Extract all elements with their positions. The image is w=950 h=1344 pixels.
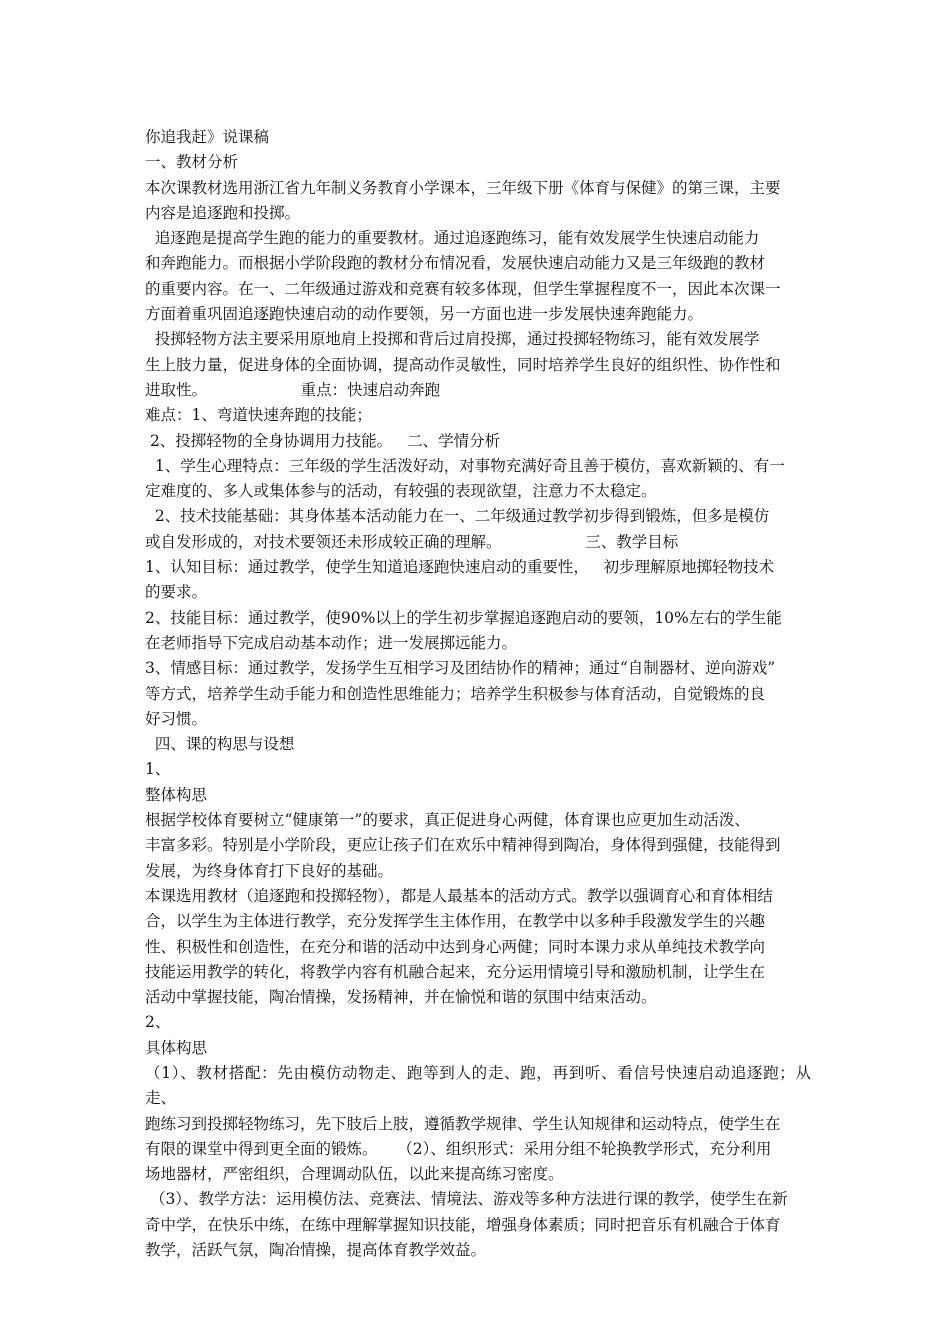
subsection-heading: 具体构思: [145, 1038, 208, 1057]
text-line: 进取性。 重点：快速启动奔跑: [145, 380, 441, 399]
text-line: 内容是追逐跑和投掷。: [145, 203, 301, 222]
text-line: 2、技术技能基础：其身体基本活动能力在一、二年级通过教学初步得到锻炼，但多是模仿: [145, 507, 770, 526]
text-line: 追逐跑是提高学生跑的能力的重要教材。通过追逐跑练习，能有效发展学生快速启动能力: [145, 229, 760, 248]
text-line: 等方式，培养学生动手能力和创造性思维能力；培养学生积极参与体育活动，自觉锻炼的良: [145, 684, 766, 703]
text-line: 丰富多彩。特别是小学阶段，更应让孩子们在欢乐中精神得到陶冶，身体得到强健，技能得到: [145, 836, 781, 855]
text-line: （3）、教学方法：运用模仿法、竞赛法、情境法、游戏等多种方法进行课的教学，使学生在新: [145, 1190, 788, 1209]
text-line: 场地器材，严密组织，合理调动队伍，以此来提高练习密度。: [145, 1165, 564, 1184]
text-line: 技能运用教学的转化，将教学内容有机融合起来，充分运用情境引导和激励机制，让学生在: [145, 962, 766, 981]
text-line: 本课选用教材（追逐跑和投掷轻物），都是人最基本的活动方式。教学以强调育心和育体相结: [145, 886, 773, 905]
text-line: 有限的课堂中得到更全面的锻炼。 （2）、组织形式：采用分组不轮换教学形式，充分利用: [145, 1139, 772, 1158]
text-line: 方面着重巩固追逐跑快速启动的动作要领，另一方面也进一步发展快速奔跑能力。: [145, 305, 704, 324]
section-heading: 一、教材分析: [145, 153, 239, 172]
text-line: 合，以学生为主体进行教学，充分发挥学生主体作用，在教学中以多种手段激发学生的兴趣: [145, 912, 766, 931]
text-line: 在老师指导下完成启动基本动作；进一发展掷远能力。: [145, 633, 518, 652]
subsection-heading: 整体构思: [145, 785, 208, 804]
text-line: 3、情感目标：通过教学，发扬学生互相学习及团结协作的精神；通过“自制器材、逆向游戏”: [145, 659, 776, 678]
text-line: 的重要内容。在一、二年级通过游戏和竞赛有较多体现，但学生掌握程度不一，因此本次课一: [145, 279, 781, 298]
document-title: 你追我赶》说课稿: [145, 128, 270, 146]
text-line: 奇中学，在快乐中练，在练中理解掌握知识技能，增强身体素质；同时把音乐有机融合于体育: [145, 1215, 781, 1234]
text-line: 教学，活跃气氛，陶冶情操，提高体育教学效益。: [145, 1241, 487, 1260]
text-line: 本次课教材选用浙江省九年制义务教育小学课本，三年级下册《体育与保健》的第三课，主要: [145, 178, 781, 197]
text-line: 根据学校体育要树立“健康第一”的要求，真正促进身心两健，体育课也应更加生动活泼、: [145, 811, 750, 830]
text-line: 的要求。: [145, 583, 208, 602]
text-line: 生上肢力量，促进身体的全面协调，提高动作灵敏性，同时培养学生良好的组织性、协作性和: [145, 355, 781, 374]
text-line: 投掷轻物方法主要采用原地肩上投掷和背后过肩投掷，通过投掷轻物练习，能有效发展学: [145, 330, 760, 349]
document-body: [145, 125, 811, 1263]
text-line: 好习惯。: [145, 709, 208, 728]
text-line: 性、积极性和创造性，在充分和谐的活动中达到身心两健；同时本课力求从单纯技术教学向: [145, 937, 766, 956]
text-line: 1、: [145, 760, 171, 779]
text-line: 2、: [145, 1013, 171, 1032]
text-line: 难点：1、弯道快速奔跑的技能；: [145, 406, 372, 425]
text-line: 2、技能目标：通过教学，使90%以上的学生初步掌握追逐跑启动的要领，10%左右的学生能: [145, 608, 782, 627]
text-line: 或自发形成的，对技术要领还未形成较正确的理解。 三、教学目标: [145, 532, 679, 551]
section-heading: 四、课的构思与设想: [145, 735, 295, 754]
text-line: （1）、教材搭配：先由模仿动物走、跑等到人的走、跑，再到听、看信号快速启动追逐跑；从走、: [145, 1063, 811, 1108]
text-line: 定难度的、多人或集体参与的活动，有较强的表现欲望，注意力不太稳定。: [145, 482, 657, 501]
text-line: 发展，为终身体育打下良好的基础。: [145, 861, 394, 880]
text-line: 1、学生心理特点：三年级的学生活泼好动，对事物充满好奇且善于模仿，喜欢新颖的、有一: [145, 456, 785, 475]
text-line: 活动中掌握技能，陶冶情操，发扬精神，并在愉悦和谐的氛围中结束活动。: [145, 988, 657, 1007]
text-line: 1、认知目标：通过教学，使学生知道追逐跑快速启动的重要性， 初步理解原地掷轻物技术: [145, 558, 775, 577]
text-line: 跑练习到投掷轻物练习，先下肢后上肢，遵循教学规律、学生认知规律和运动特点，使学生在: [145, 1114, 781, 1133]
text-line: 和奔跑能力。而根据小学阶段跑的教材分布情况看，发展快速启动能力又是三年级跑的教材: [145, 254, 766, 273]
text-line: 2、投掷轻物的全身协调用力技能。 二、学情分析: [145, 431, 501, 450]
